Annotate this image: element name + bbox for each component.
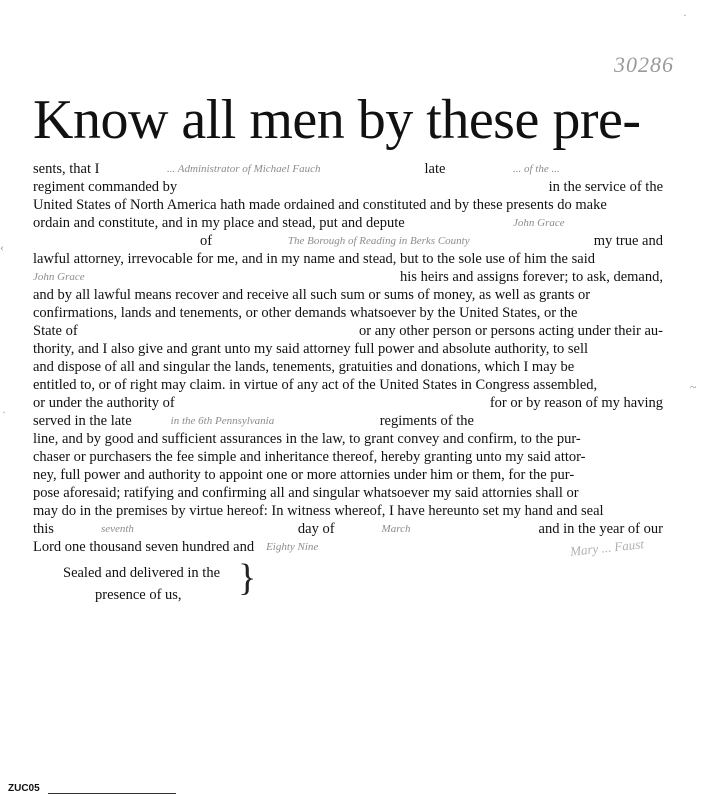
document-title: Know all men by these pre- <box>33 89 641 151</box>
line-text: ordain and constitute, and in my place and stead, put and depute <box>33 215 405 231</box>
line-text: United States of North America hath made ordained and constituted and by these presents do make <box>33 197 607 213</box>
line-text: late <box>424 161 446 177</box>
margin-mark-icon: · <box>2 405 6 419</box>
line-text: ney, full power and authority to appoint one or more attornies under him or them, for the pur- <box>33 467 575 483</box>
line-text: lawful attorney, irrevocable for me, and in my name and stead, but to the sole use of him the said <box>33 251 595 267</box>
text-line <box>33 268 663 288</box>
blank-space <box>258 178 468 198</box>
text-line <box>33 358 663 378</box>
line-text: chaser or purchasers the fee simple and inheritance thereof, hereby granting unto my said attor- <box>33 449 586 465</box>
brace-icon: } <box>238 557 257 599</box>
handwritten-day: seventh <box>100 523 134 535</box>
text-line <box>33 160 663 180</box>
line-text: sents, that I <box>33 161 100 177</box>
line-text: regiment commanded by <box>33 179 178 195</box>
text-line <box>33 304 663 324</box>
handwritten-name: ... Administrator of Michael Fauch <box>166 163 321 175</box>
line-text: of <box>200 233 213 249</box>
line-text: Lord one thousand seven hundred and <box>33 539 255 555</box>
text-line <box>200 232 663 252</box>
handwritten-month: March <box>381 523 411 535</box>
sealed-block <box>63 562 220 606</box>
line-text: served in the late <box>33 413 132 429</box>
line-text: line, and by good and sufficient assurances in the law, to grant convey and confirm, to the pur- <box>33 431 581 447</box>
text-line <box>33 484 663 504</box>
text-line <box>33 214 663 234</box>
text-line <box>33 322 663 342</box>
signature: Mary ... Faust <box>569 536 645 559</box>
line-text: pose aforesaid; ratifying and confirming all and singular whatsoever my said attornies shall or <box>33 485 579 501</box>
text-line <box>33 430 663 450</box>
line-text: and in the year of our <box>538 521 663 537</box>
sealed-line-1: Sealed and delivered in the <box>63 565 221 581</box>
text-line <box>33 412 663 432</box>
text-line <box>33 286 663 306</box>
line-text: entitled to, or of right may claim. in virtue of any act of the United States in Congress assembled, <box>33 377 598 393</box>
blank-space <box>118 322 318 342</box>
text-line <box>33 502 663 522</box>
text-line <box>33 178 663 198</box>
handwritten-year: Eighty Nine <box>266 541 319 553</box>
line-text: confirmations, lands and tenements, or other demands whatsoever by the United States, or the <box>33 305 578 321</box>
handwritten-place: The Borough of Reading in Berks County <box>287 235 470 247</box>
line-text: for or by reason of my having <box>489 395 663 411</box>
catalog-stamp: 30286 <box>614 52 674 77</box>
line-text: State of <box>33 323 78 339</box>
line-text: this <box>33 521 54 537</box>
line-text: or under the authority of <box>33 395 175 411</box>
line-text: day of <box>297 521 335 537</box>
text-line <box>33 394 663 414</box>
line-text: his heirs and assigns forever; to ask, demand, <box>400 269 663 285</box>
text-line <box>33 250 663 270</box>
line-text: in the service of the <box>548 179 663 195</box>
line-text: and by all lawful means recover and receive all such sum or sums of money, as well as grants or <box>33 287 591 303</box>
handwritten-depute: John Grace <box>513 217 565 229</box>
blank-space <box>222 394 442 414</box>
text-line <box>33 520 663 540</box>
margin-mark-icon: ~ <box>690 380 697 394</box>
handwritten-said: John Grace <box>33 271 85 283</box>
text-line <box>33 538 433 558</box>
handwritten-late: ... of the ... <box>512 163 560 175</box>
line-text: or any other person or persons acting under their au- <box>358 323 663 339</box>
line-text: may do in the premises by virtue hereof: In witness whereof, I have hereunto set my hand and seal <box>33 503 604 519</box>
margin-mark-icon: ‹ <box>0 240 4 254</box>
text-line <box>33 448 663 468</box>
text-line <box>33 466 663 486</box>
line-text: and dispose of all and singular the lands, tenements, gratuities and donations, which I may be <box>33 359 575 375</box>
reference-underline <box>48 793 176 794</box>
handwritten-served: in the 6th Pennsylvania <box>170 415 275 427</box>
text-line <box>33 196 663 216</box>
blank-space <box>513 412 663 432</box>
text-line <box>33 340 663 360</box>
line-text: my true and <box>593 233 663 249</box>
line-text: regiments of the <box>379 413 474 429</box>
line-text: thority, and I also give and grant unto my said attorney full power and absolute authority, to sell <box>33 341 589 357</box>
reference-code: ZUC05 <box>8 783 40 794</box>
sealed-line-2: presence of us, <box>95 587 182 603</box>
margin-mark-icon: · <box>683 8 687 22</box>
text-line <box>33 376 663 396</box>
